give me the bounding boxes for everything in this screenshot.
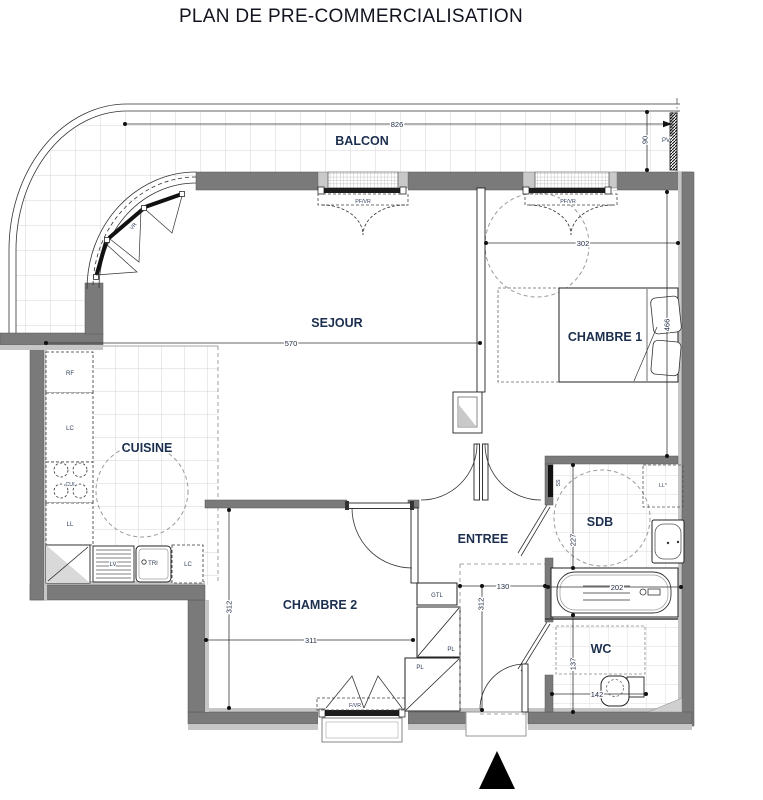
dim-label: 202 (610, 583, 624, 592)
room-label-cuisine: CUISINE (121, 441, 173, 455)
label-ll: LL (66, 522, 74, 528)
label-lv: LV (109, 562, 117, 568)
technical-shaft (453, 392, 482, 433)
dim-label: 312 (476, 597, 486, 611)
dim-label: 137 (568, 657, 578, 671)
dim-label: 90 (640, 135, 650, 145)
label-rf: RF (66, 371, 74, 377)
page-title: PLAN DE PRE-COMMERCIALISATION (178, 6, 524, 27)
label-ss: SS (556, 479, 562, 487)
label-window-sejour: PF/VR (355, 199, 371, 205)
dim-label: 227 (568, 533, 578, 547)
dim-chambre2-height (225, 508, 234, 710)
dim-chambre1-height (663, 190, 672, 458)
label-window-chambre2: F/VR (348, 703, 362, 709)
entrance-door (466, 664, 528, 736)
partition-sejour-chambre1 (477, 188, 485, 392)
room-label-chambre2: CHAMBRE 2 (282, 598, 358, 612)
dim-label: 466 (662, 318, 672, 332)
dim-label: 311 (305, 636, 317, 645)
turning-circle-chambre1 (485, 193, 589, 297)
corner-worktop (46, 545, 90, 583)
window-glazing-bar (322, 710, 402, 716)
window-chambre2 (317, 676, 408, 742)
label-lc-lower: LC (184, 562, 192, 568)
label-cui: CUI (65, 482, 75, 488)
label-tri: TRI (148, 561, 158, 567)
label-pv: PV (661, 138, 671, 144)
towel-radiator (548, 465, 553, 497)
dim-label: 826 (390, 120, 404, 129)
window-sill (322, 718, 402, 742)
label-vr: VR (129, 221, 139, 232)
dim-chambre2-width (204, 636, 415, 645)
dim-entree-width (458, 582, 547, 591)
dim-label: 130 (496, 582, 510, 591)
label-pl-lower: PL (416, 665, 424, 671)
dim-label: 142 (590, 690, 604, 699)
door-chambre2 (345, 501, 414, 568)
room-label-sejour: SEJOUR (311, 316, 363, 330)
label-lc-upper: LC (66, 426, 74, 432)
pv-screen-bar (670, 113, 677, 170)
room-label-balcon: BALCON (335, 134, 389, 148)
label-gtl: GTL (431, 593, 443, 599)
pillow (651, 340, 682, 376)
room-label-wc: WC (590, 642, 612, 656)
double-door-sejour (421, 444, 541, 500)
entrance-threshold (466, 712, 526, 736)
dim-label: 570 (284, 339, 298, 348)
window-glazing-bar (320, 188, 404, 193)
dim-entree-height (477, 584, 486, 712)
label-ll-optional: LL* (659, 483, 667, 489)
dim-label: 302 (576, 239, 590, 248)
dim-label: 312 (224, 600, 234, 614)
entrance-arrow (479, 751, 515, 789)
room-label-entree: ENTREE (457, 532, 509, 546)
label-pl-upper: PL (447, 647, 455, 653)
door-sdb (518, 505, 550, 556)
window-glazing-bar (525, 188, 609, 193)
room-label-sdb: SDB (586, 515, 614, 529)
partition-entree-chambre2 (411, 508, 418, 583)
wardrobe-dashed (498, 288, 559, 382)
label-window-chambre1: PF/VR (560, 199, 576, 205)
bathtub (551, 568, 678, 617)
room-label-chambre1: CHAMBRE 1 (567, 330, 643, 344)
dim-chambre1-width (484, 239, 680, 248)
washbasin (652, 520, 684, 563)
